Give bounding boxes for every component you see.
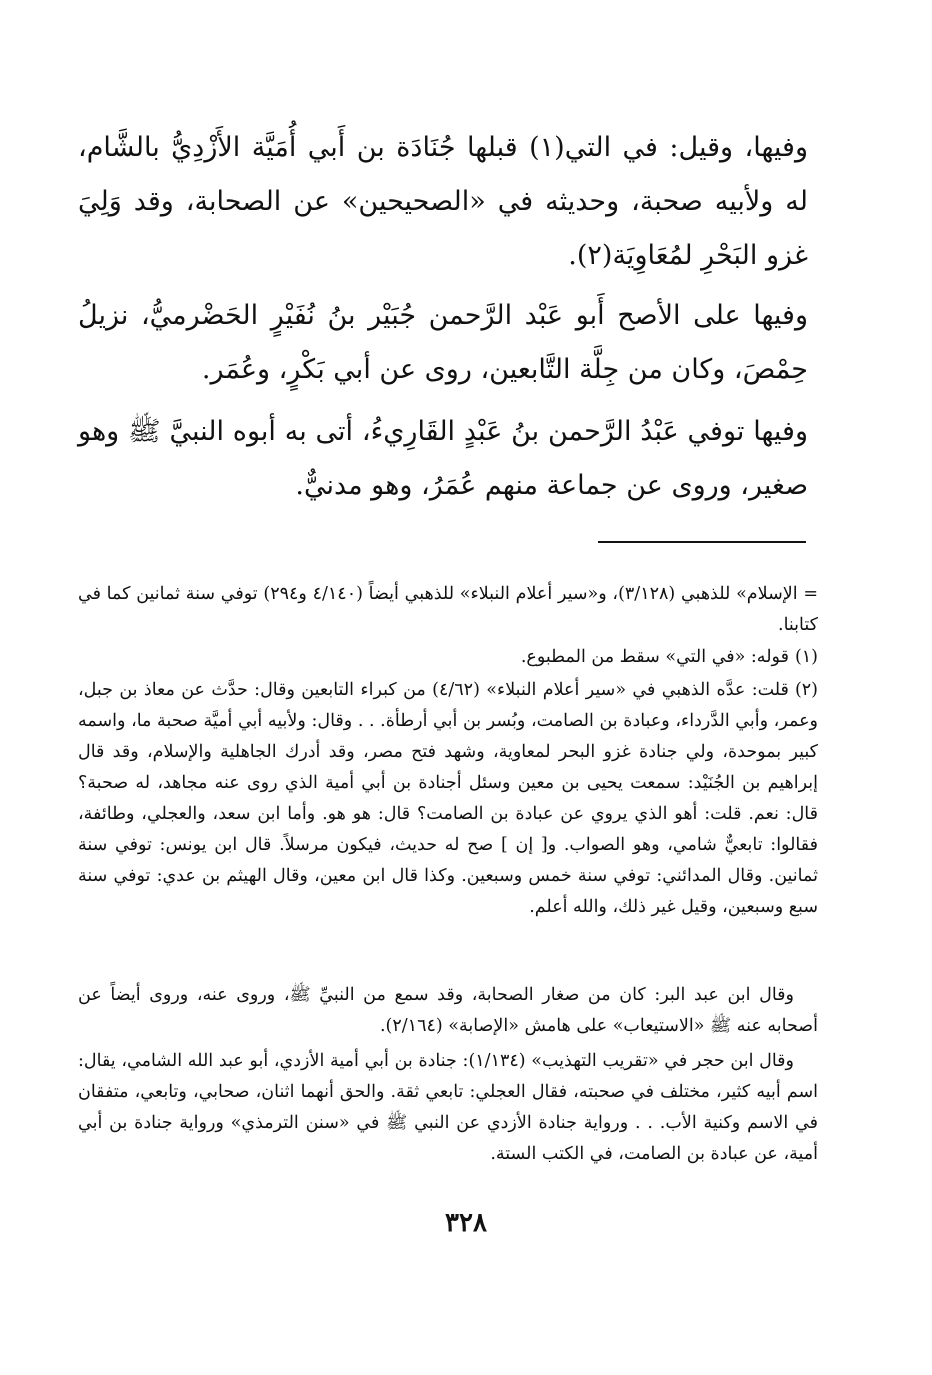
footnote-1: [78, 642, 818, 673]
body-paragraph-1: وفيها، وقيل: في التي(١) قبلها جُنَادَة بن أَبي أُمَيَّة الأَزْدِيُّ بالشَّام، له ولأبيه صحبة، وحديثه في «الصحيحين» عن الصحابة، وقد وَلِيَ غزو البَحْرِ لمُعَاوِيَة(٢).: [78, 132, 808, 271]
footnote-1-number: (١): [794, 646, 818, 667]
footnote-2-text: قلت: عدَّه الذهبي في «سير أعلام النبلاء» (٤/٦٢) من كبراء التابعين وقال: حدَّث عن معاذ بن جبل، وعمر، وأبي الدَّرداء، وعبادة بن الصامت، وبُسر بن أبي أرطأة. . . وقال: ولأبيه أبي أميَّة صحبة ما، واسمه كبير بموحدة، ولي جنادة غزو البحر لمعاوية، وشهد فتح مصر، وقد أدرك الجاهلية والإسلام، وقد قال إبراهيم بن الجُنَيْد: سمعت يحيى بن معين وسئل أجنادة بن أبي أمية الذي روى عنه مجاهد، له صحبة؟ قال: نعم. قلت: أهو الذي يروي عن عبادة بن الصامت؟ قال: هو هو. وأما ابن سعد، والعجلي، وطائفة، فقالوا: تابعيٌّ شامي، وهو الصواب. و[ إن ] صح له حديث، فيكون مرسلاً. قال ابن يونس: توفي سنة ثمانين. وقال المدائني: توفي سنة خمس وسبعين. وكذا قال ابن معين، وقال الهيثم بن عدي: توفي سنة سبع وسبعين، وقيل غير ذلك، والله أعلم.: [78, 679, 818, 917]
footnote-2-number: (٢): [794, 679, 818, 700]
footnote-2: [78, 675, 818, 923]
page-number: ٣٢٨: [445, 1208, 487, 1238]
footnote-continuation: = الإسلام» للذهبي (٣/١٢٨)، و«سير أعلام النبلاء» للذهبي أيضاً (٤/١٤٠ و٢٩٤) توفي سنة ثمانين كما في كتابنا.: [78, 583, 818, 635]
footnote-separator: [598, 541, 806, 543]
footnote-2-paragraph-3: وقال ابن حجر في «تقريب التهذيب» (١/١٣٤): جنادة بن أبي أمية الأزدي، أبو عبد الله الشامي، يقال: اسم أبيه كثير، مختلف في صحبته، فقال العجلي: تابعي ثقة. والحق أنهما اثنان، صحابي، وتابعي، متفقان في الاسم وكنية الأب. . . ورواية جنادة الأزدي عن النبي ﷺ في «سنن الترمذي» ورواية جنادة بن أبي أمية، عن عبادة بن الصامت، في الكتب الستة.: [78, 1050, 818, 1164]
body-paragraph-2: وفيها على الأصح أَبو عَبْد الرَّحمن جُبَيْر بنُ نُفَيْرٍ الحَضْرميُّ، نزيلُ حِمْصَ، وكان من جِلَّة التَّابعين، روى عن أبي بَكْرٍ، وعُمَر.: [78, 300, 808, 385]
footnote-1-text: قوله: «في التي» سقط من المطبوع.: [520, 646, 789, 667]
footnote-2-paragraph-2: وقال ابن عبد البر: كان من صغار الصحابة، وقد سمع من النبيِّ ﷺ، وروى عنه، وروى أيضاً عن أصحابه عنه ﷺ «الاستيعاب» على هامش «الإصابة» (٢/١٦٤).: [78, 984, 818, 1036]
body-paragraph-3: وفيها توفي عَبْدُ الرَّحمن بنُ عَبْدٍ القَارِيءُ، أتى به أبوه النبيَّ ﷺ وهو صغير، وروى عن جماعة منهم عُمَرُ، وهو مدنيٌّ.: [78, 416, 808, 501]
